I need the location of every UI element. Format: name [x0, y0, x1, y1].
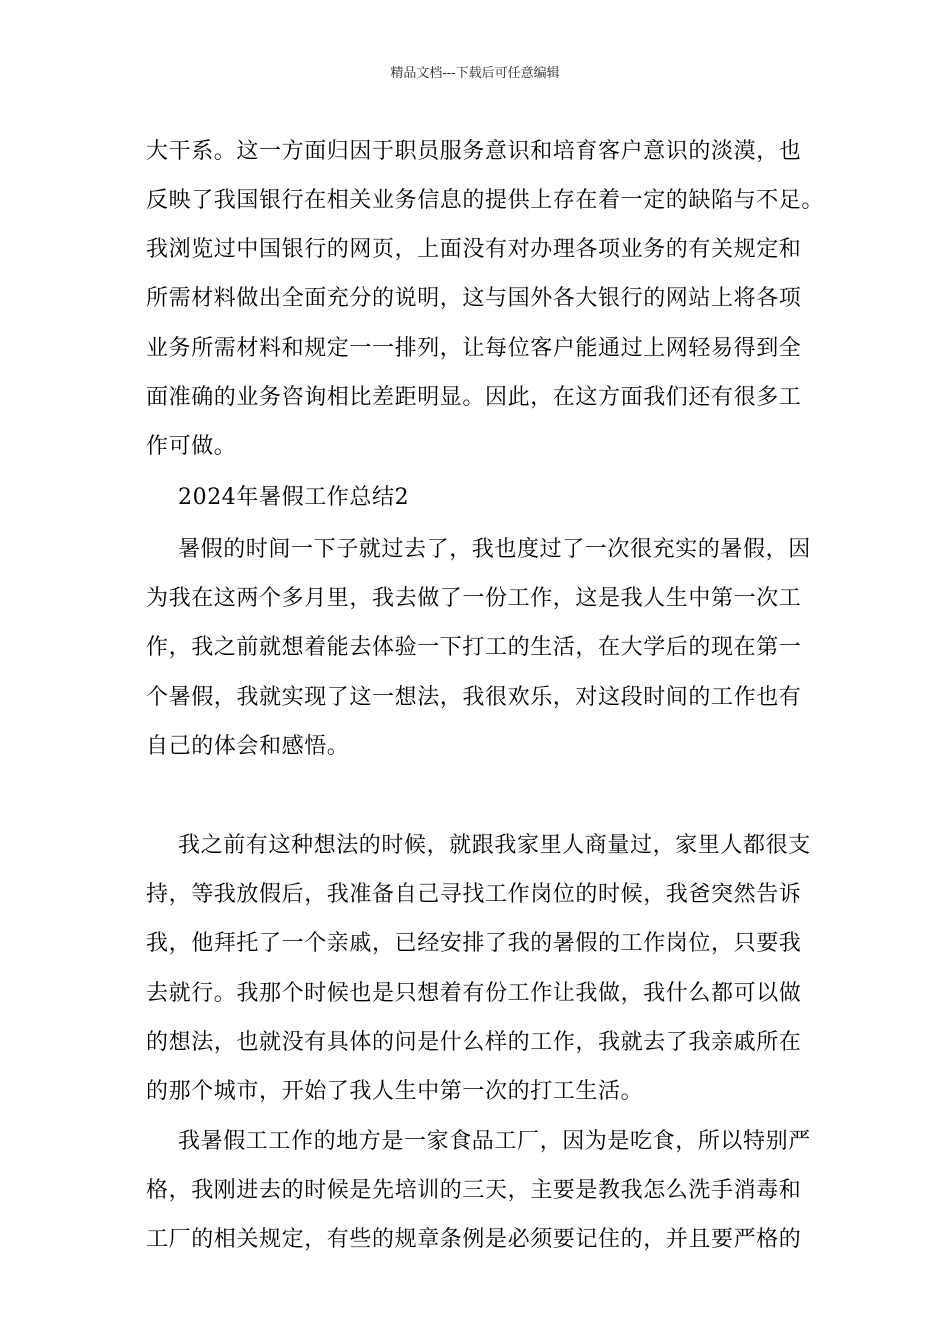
- body-line-2: 反映了我国银行在相关业务信息的提供上存在着一定的缺陷与不足。: [146, 188, 825, 213]
- section-heading: 2024年暑假工作总结2: [178, 485, 410, 510]
- body-line-10: 为我在这两个多月里，我去做了一份工作，这是我人生中第一次工: [146, 586, 802, 611]
- body-line-18: 的想法，也就没有具体的问是什么样的工作，我就去了我亲戚所在: [146, 1030, 802, 1055]
- body-line-22: 工厂的相关规定，有些的规章条例是必须要记住的，并且要严格的: [146, 1227, 802, 1252]
- body-line-6: 面准确的业务咨询相比差距明显。因此，在这方面我们还有很多工: [146, 385, 802, 410]
- page-header: 精品文档---下载后可任意编辑: [390, 66, 560, 81]
- body-line-19: 的那个城市，开始了我人生中第一次的打工生活。: [146, 1079, 644, 1104]
- body-line-1: 大干系。这一方面归因于职员服务意识和培育客户意识的淡漠，也: [146, 139, 802, 164]
- body-line-3: 我浏览过中国银行的网页，上面没有对办理各项业务的有关规定和: [146, 237, 802, 262]
- body-line-11: 作，我之前就想着能去体验一下打工的生活，在大学后的现在第一: [146, 635, 802, 660]
- body-line-15: 持，等我放假后，我准备自己寻找工作岗位的时候，我爸突然告诉: [146, 882, 802, 907]
- body-line-21: 格，我刚进去的时候是先培训的三天，主要是教我怎么洗手消毒和: [146, 1178, 802, 1203]
- body-line-20: 我暑假工工作的地方是一家食品工厂，因为是吃食，所以特别严: [178, 1129, 811, 1154]
- body-line-9: 暑假的时间一下子就过去了，我也度过了一次很充实的暑假，因: [178, 537, 811, 562]
- body-line-12: 个暑假，我就实现了这一想法，我很欢乐，对这段时间的工作也有: [146, 685, 802, 710]
- body-line-14: 我之前有这种想法的时候，就跟我家里人商量过，家里人都很支: [178, 833, 811, 858]
- body-line-4: 所需材料做出全面充分的说明，这与国外各大银行的网站上将各项: [146, 286, 802, 311]
- body-line-17: 去就行。我那个时候也是只想着有份工作让我做，我什么都可以做: [146, 981, 802, 1006]
- body-line-13: 自己的体会和感悟。: [146, 734, 350, 759]
- body-line-16: 我，他拜托了一个亲戚，已经安排了我的暑假的工作岗位，只要我: [146, 931, 802, 956]
- body-line-5: 业务所需材料和规定一一排列，让每位客户能通过上网轻易得到全: [146, 336, 802, 361]
- body-line-7: 作可做。: [146, 434, 237, 459]
